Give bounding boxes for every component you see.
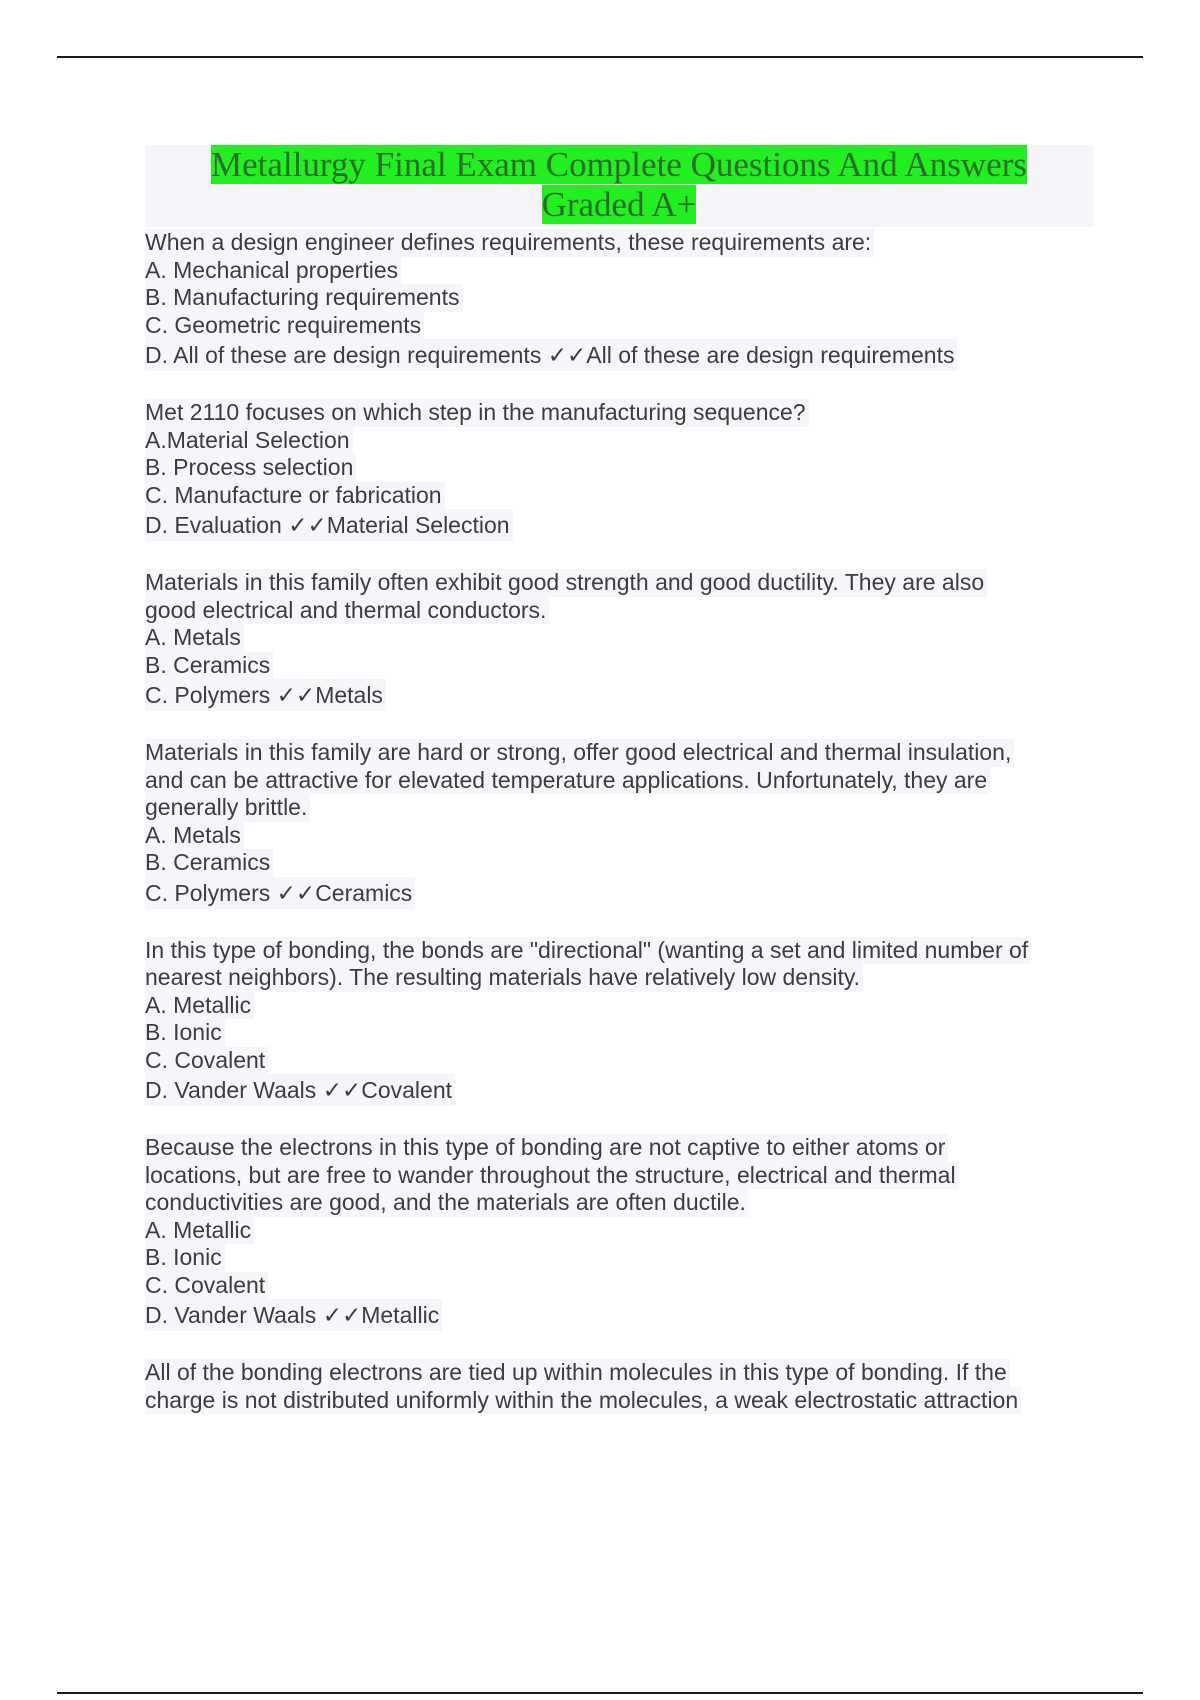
option: B. Ceramics — [145, 849, 273, 877]
option: A. Metallic — [145, 1217, 254, 1245]
option: C. Manufacture or fabrication — [145, 482, 445, 510]
option: D. Vander Waals — [145, 1302, 317, 1328]
option: D. All of these are design requirements — [145, 342, 542, 368]
option: B. Ceramics — [145, 652, 273, 680]
question-stem: All of the bonding electrons are tied up within molecules in this type of bonding. If the — [145, 1359, 1010, 1387]
check-mark-icon: ✓✓ — [276, 682, 316, 708]
option: B. Ionic — [145, 1244, 225, 1272]
question-6 — [145, 1134, 1095, 1331]
check-mark-icon: ✓✓ — [276, 879, 316, 906]
title-line-2: Graded A+ — [541, 185, 697, 224]
option: A.Material Selection — [145, 427, 353, 455]
question-stem: In this type of bonding, the bonds are "directional" (wanting a set and limited number of — [145, 937, 1031, 965]
question-3 — [145, 569, 1095, 711]
option: C. Geometric requirements — [145, 312, 424, 340]
question-5 — [145, 937, 1095, 1107]
answer-line — [145, 679, 386, 711]
option: B. Manufacturing requirements — [145, 284, 463, 312]
option: C. Covalent — [145, 1272, 268, 1300]
bottom-rule — [57, 1692, 1143, 1694]
option: C. Covalent — [145, 1047, 268, 1075]
question-1 — [145, 229, 1095, 371]
question-stem: nearest neighbors). The resulting materials have relatively low density. — [145, 964, 863, 992]
option: D. Vander Waals — [145, 1077, 317, 1103]
question-stem: When a design engineer defines requirements, these requirements are: — [145, 229, 874, 257]
option: A. Metallic — [145, 992, 254, 1020]
answer: Metals — [315, 682, 383, 708]
document-title — [145, 145, 1093, 227]
check-mark-icon: ✓✓ — [322, 1077, 362, 1103]
question-stem: and can be attractive for elevated temperature applications. Unfortunately, they are — [145, 767, 990, 795]
question-4 — [145, 739, 1095, 909]
answer: Material Selection — [326, 512, 510, 538]
answer: Covalent — [361, 1077, 453, 1103]
top-rule — [57, 56, 1143, 58]
question-stem: locations, but are free to wander throughout the structure, electrical and thermal — [145, 1162, 959, 1190]
option: D. Evaluation — [145, 512, 282, 538]
option: B. Process selection — [145, 454, 356, 482]
question-stem: conductivities are good, and the materials are often ductile. — [145, 1189, 749, 1217]
check-mark-icon: ✓✓ — [288, 512, 327, 538]
answer: Metallic — [361, 1302, 440, 1328]
answer-line — [145, 509, 513, 541]
answer-line — [145, 877, 415, 909]
question-stem: Materials in this family are hard or strong, offer good electrical and thermal insulation, — [145, 739, 1014, 767]
question-stem: charge is not distributed uniformly within the molecules, a weak electrostatic attraction — [145, 1387, 1021, 1415]
option: A. Mechanical properties — [145, 257, 401, 285]
answer: All of these are design requirements — [586, 342, 955, 368]
answer: Ceramics — [315, 879, 413, 906]
question-stem: Met 2110 focuses on which step in the manufacturing sequence? — [145, 399, 809, 427]
question-stem: generally brittle. — [145, 794, 310, 822]
question-stem: good electrical and thermal conductors. — [145, 597, 549, 625]
question-7 — [145, 1359, 1095, 1414]
answer-line — [145, 1299, 442, 1331]
check-mark-icon: ✓✓ — [322, 1302, 362, 1328]
option: B. Ionic — [145, 1019, 225, 1047]
option: C. Polymers — [145, 879, 271, 906]
answer-line — [145, 1074, 455, 1106]
option: C. Polymers — [145, 682, 271, 708]
question-2 — [145, 399, 1095, 541]
option: A. Metals — [145, 624, 244, 652]
question-stem: Because the electrons in this type of bonding are not captive to either atoms or — [145, 1134, 948, 1162]
question-stem: Materials in this family often exhibit good strength and good ductility. They are also — [145, 569, 987, 597]
check-mark-icon: ✓✓ — [547, 342, 587, 368]
title-line-1: Metallurgy Final Exam Complete Questions And Answers — [211, 145, 1027, 184]
document-body — [145, 145, 1095, 1414]
option: A. Metals — [145, 822, 244, 850]
answer-line — [145, 339, 957, 371]
